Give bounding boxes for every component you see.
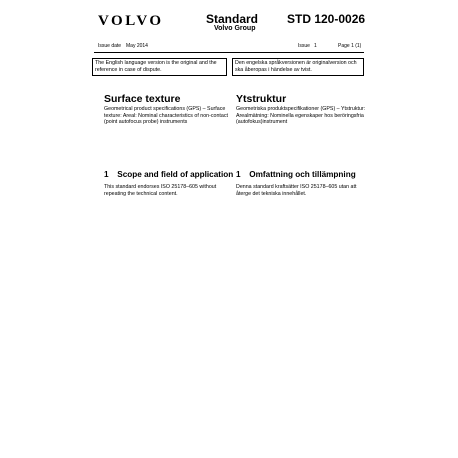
title-sv: Ytstruktur xyxy=(236,93,287,105)
issue-date-label: Issue date xyxy=(98,43,122,49)
language-notice-en: The English language version is the original and the reference in case of dispute. xyxy=(92,58,227,76)
section-number: 1 xyxy=(104,170,109,179)
volvo-logo: VOLVO xyxy=(98,13,164,29)
description-en: Geometrical product specifications (GPS) – Surface texture: Areal: Nominal characteristics of non-contact (point autofocus probe) instruments xyxy=(104,106,228,126)
header-divider xyxy=(94,52,364,53)
section-body-sv: Denna standard kraftsätter ISO 25178–605 utan att återge det tekniska innehållet. xyxy=(236,184,357,197)
standard-number: STD 120-0026 xyxy=(287,12,366,26)
standard-label: Standard xyxy=(206,12,259,26)
section-heading-sv xyxy=(236,170,356,179)
issue-date-value: May 2014 xyxy=(126,43,148,49)
section-title-sv: Omfattning och tillämpning xyxy=(249,170,356,179)
issue-label: Issue xyxy=(298,43,310,49)
language-notice-sv: Den engelska språkversionen är originalversion och ska åberopas i händelse av tvist. xyxy=(232,58,364,76)
section-body-en: This standard endorses ISO 25178–605 without repeating the technical content. xyxy=(104,184,217,197)
page-number: Page 1 (1) xyxy=(338,43,362,49)
title-en: Surface texture xyxy=(104,93,181,105)
issue-value: 1 xyxy=(314,43,317,49)
organization-label: Volvo Group xyxy=(214,25,256,32)
description-sv: Geometriska produktspecifikationer (GPS) – Ytstruktur: Arealmätning: Nominella egenskaper hos beröringsfria (autofokus)instrument xyxy=(236,106,366,126)
section-title-en: Scope and field of application xyxy=(117,170,234,179)
section-heading-en xyxy=(104,170,233,179)
section-number: 1 xyxy=(236,170,241,179)
